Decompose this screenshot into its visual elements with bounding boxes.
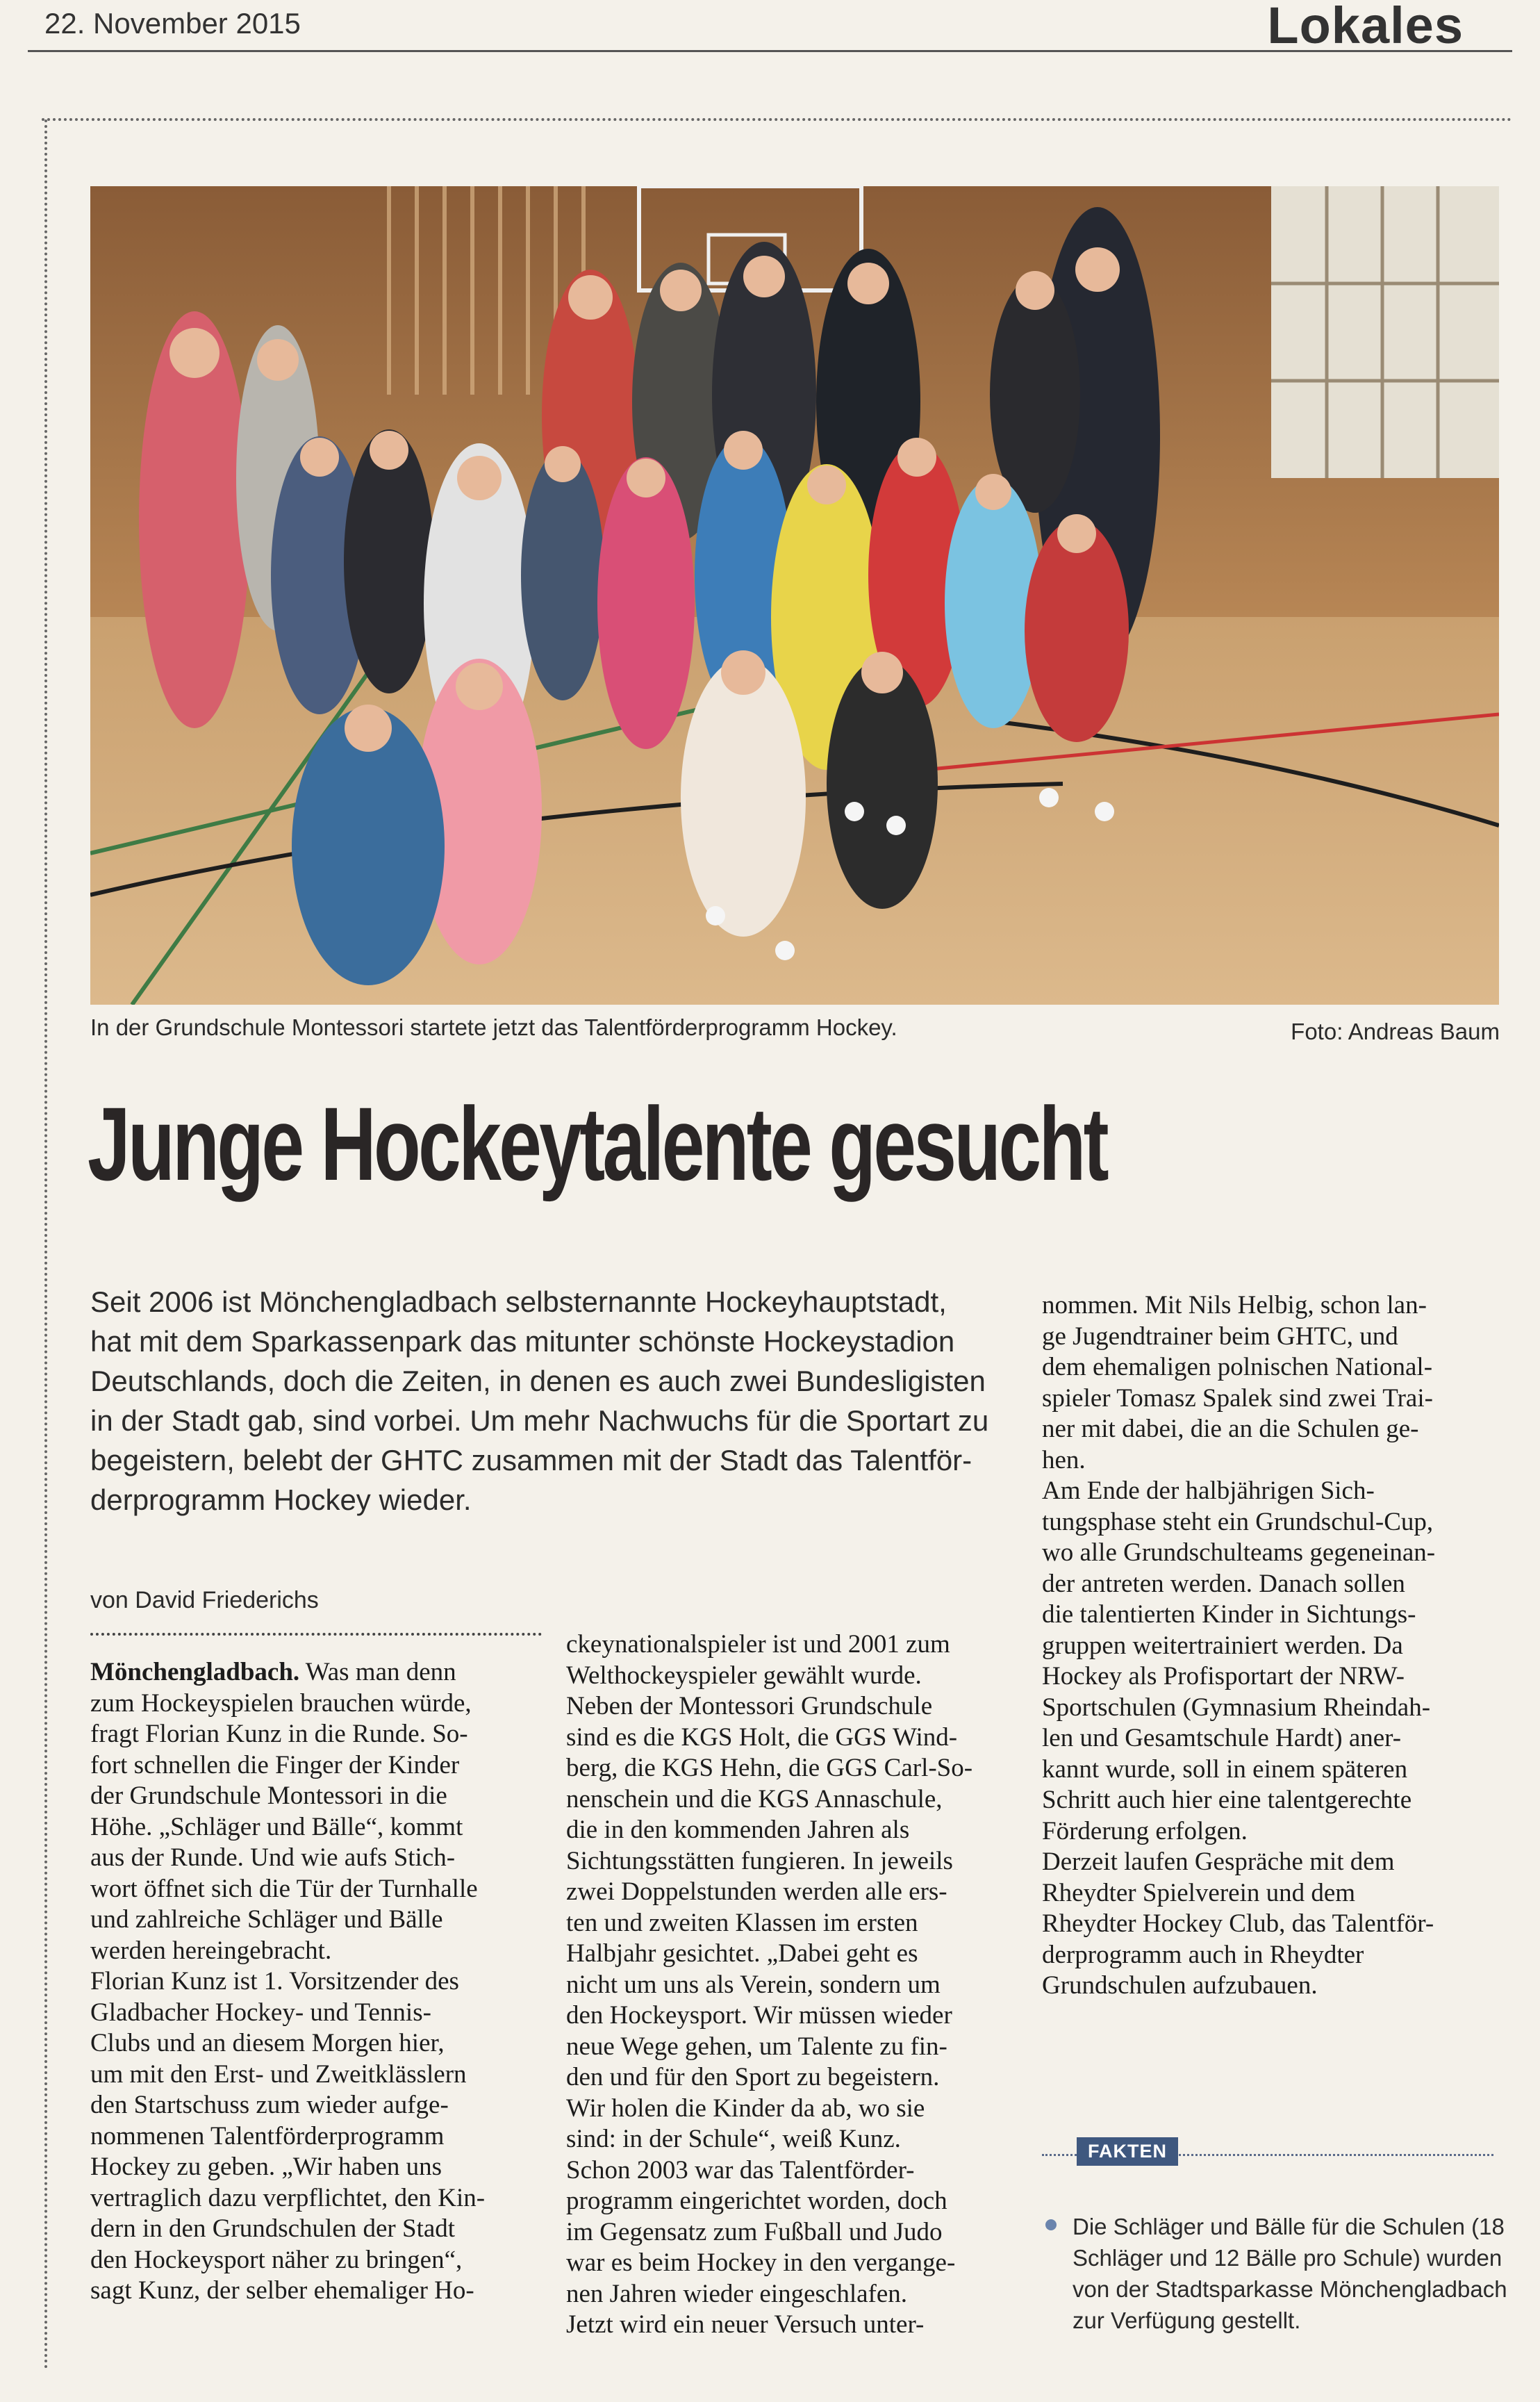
- column-line: hen.: [1042, 1445, 1086, 1474]
- column-line: die talentierten Kinder in Sichtungs-: [1042, 1600, 1416, 1629]
- column-line: Förderung erfolgen.: [1042, 1816, 1248, 1845]
- column-line: aus der Runde. Und wie aufs Stich-: [90, 1843, 456, 1872]
- article-lead: [90, 1282, 1007, 1520]
- fakten-line: zur Verfügung gestellt.: [1073, 2308, 1301, 2333]
- fakten-badge: FAKTEN: [1077, 2137, 1178, 2166]
- column-line: ner mit dabei, die an die Schulen ge-: [1042, 1415, 1419, 1443]
- column-line: der antreten werden. Danach sollen: [1042, 1569, 1405, 1598]
- column-line: nommen. Mit Nils Helbig, schon lan-: [1042, 1291, 1427, 1319]
- column-line: Höhe. „Schläger und Bälle“, kommt: [90, 1812, 463, 1841]
- column-line: sind es die KGS Holt, die GGS Wind-: [566, 1722, 958, 1752]
- article-headline: Junge Hockeytalente gesucht: [88, 1085, 1107, 1202]
- section-title: Lokales: [1267, 0, 1464, 54]
- column-line: den und für den Sport zu begeistern.: [566, 2063, 940, 2091]
- article-column-1: [90, 1657, 485, 2307]
- column-line: Grundschulen aufzubauen.: [1042, 1971, 1318, 2000]
- column-line: Neben der Montessori Grundschule: [566, 1692, 933, 1720]
- column-line: wo alle Grundschulteams gegeneinan-: [1042, 1538, 1436, 1567]
- column-line: um mit den Erst- und Zweitklässlern: [90, 2059, 467, 2089]
- column-line: dern in den Grundschulen der Stadt: [90, 2214, 456, 2243]
- column-line: neue Wege gehen, um Talente zu fin-: [566, 2032, 947, 2061]
- column-line: Florian Kunz ist 1. Vorsitzender des: [90, 1967, 459, 1996]
- column-line: ten und zweiten Klassen im ersten: [566, 1908, 918, 1937]
- fakten-line: von der Stadtsparkasse Mönchengladbach: [1073, 2276, 1507, 2302]
- dateline: Mönchengladbach.: [90, 1658, 300, 1686]
- lead-line: Seit 2006 ist Mönchengladbach selbsternannte Hockeyhauptstadt,: [90, 1285, 947, 1318]
- lead-line: in der Stadt gab, sind vorbei. Um mehr Nachwuchs für die Sportart zu: [90, 1404, 989, 1437]
- column-line: Clubs und an diesem Morgen hier,: [90, 2029, 445, 2057]
- lead-line: begeistern, belebt der GHTC zusammen mit der Stadt das Talentför-: [90, 1444, 972, 1476]
- column-line: ckeynationalspieler ist und 2001 zum: [566, 1630, 950, 1659]
- column-line: gruppen weitertrainiert werden. Da: [1042, 1631, 1403, 1660]
- column-line: die in den kommenden Jahren als: [566, 1816, 910, 1844]
- column-line: spieler Tomasz Spalek sind zwei Trai-: [1042, 1383, 1433, 1413]
- photo-credit: Foto: Andreas Baum: [1291, 1019, 1500, 1044]
- column-line: fragt Florian Kunz in die Runde. So-: [90, 1720, 468, 1748]
- column-line: wort öffnet sich die Tür der Turnhalle: [90, 1874, 478, 1903]
- header-rule: [28, 50, 1512, 52]
- article-frame-top: [42, 118, 1512, 121]
- article-frame-left: [44, 120, 47, 2371]
- column-line: im Gegensatz zum Fußball und Judo: [566, 2217, 943, 2246]
- column-line: sagt Kunz, der selber ehemaliger Ho-: [90, 2276, 474, 2305]
- column-line: Halbjahr gesichtet. „Dabei geht es: [566, 1939, 918, 1968]
- column-line: war es beim Hockey in den vergange-: [566, 2248, 956, 2277]
- fakten-list: [1042, 2211, 1507, 2336]
- lead-line: hat mit dem Sparkassenpark das mitunter schönste Hockeystadion: [90, 1325, 955, 1358]
- byline: von David Friederichs: [90, 1587, 319, 1613]
- column-line: ge Jugendtrainer beim GHTC, und: [1042, 1322, 1398, 1351]
- column-line: tungsphase steht ein Grundschul-Cup,: [1042, 1507, 1434, 1536]
- column-line: Am Ende der halbjährigen Sich-: [1042, 1476, 1375, 1505]
- column-line: derprogramm auch in Rheydter: [1042, 1940, 1364, 1969]
- column-line: Schon 2003 war das Talentförder-: [566, 2155, 915, 2185]
- lead-line: Deutschlands, doch die Zeiten, in denen es auch zwei Bundesligisten: [90, 1365, 986, 1397]
- fakten-line: Schläger und 12 Bälle pro Schule) wurden: [1073, 2245, 1502, 2271]
- column-line: [90, 1657, 485, 1688]
- column-line: vertraglich dazu verpflichtet, den Kin-: [90, 2183, 486, 2212]
- column-line: den Startschuss zum wieder aufge-: [90, 2091, 449, 2119]
- column-line: kannt wurde, soll in einem späteren: [1042, 1754, 1408, 1784]
- column-line: Rheydter Hockey Club, das Talentför-: [1042, 1909, 1434, 1938]
- column-line: Rheydter Spielverein und dem: [1042, 1878, 1356, 1907]
- fakten-line: Die Schläger und Bälle für die Schulen (18: [1073, 2214, 1505, 2239]
- column-line: programm eingerichtet worden, doch: [566, 2187, 947, 2215]
- column-line: Sichtungsstätten fungieren. In jeweils: [566, 1846, 953, 1875]
- column-line: werden hereingebracht.: [90, 1936, 332, 1965]
- column-line: Gladbacher Hockey- und Tennis-: [90, 1998, 431, 2027]
- column-line-text: Was man denn: [299, 1658, 456, 1686]
- column-line: Wir holen die Kinder da ab, wo sie: [566, 2093, 925, 2123]
- column-line: sind: in der Schule“, weiß Kunz.: [566, 2125, 901, 2153]
- column-line: den Hockeysport. Wir müssen wieder: [566, 2001, 952, 2030]
- column-line: und zahlreiche Schläger und Bälle: [90, 1905, 443, 1934]
- column-line: Sportschulen (Gymnasium Rheindah-: [1042, 1693, 1431, 1722]
- article-column-2: [566, 1629, 972, 2341]
- column-line: zum Hockeyspielen brauchen würde,: [90, 1688, 472, 1718]
- issue-date: 22. November 2015: [44, 7, 301, 40]
- column-line: Derzeit laufen Gespräche mit dem: [1042, 1848, 1395, 1876]
- column-line: fort schnellen die Finger der Kinder: [90, 1750, 460, 1779]
- column-line: Schritt auch hier eine talentgerechte: [1042, 1786, 1412, 1814]
- column-line: Welthockeyspieler gewählt wurde.: [566, 1661, 922, 1690]
- column-line: Jetzt wird ein neuer Versuch unter-: [566, 2310, 925, 2339]
- column-line: zwei Doppelstunden werden alle ers-: [566, 1877, 947, 1906]
- article-photo: [90, 186, 1499, 1005]
- column-line: nen Jahren wieder eingeschlafen.: [566, 2279, 908, 2308]
- column-line: len und Gesamtschule Hardt) aner-: [1042, 1724, 1402, 1752]
- photo-caption: In der Grundschule Montessori startete jetzt das Talentförderprogramm Hockey.: [90, 1014, 897, 1040]
- gym-group-photo: [90, 186, 1499, 1005]
- article-column-3: [1042, 1290, 1435, 2002]
- column-line: Hockey zu geben. „Wir haben uns: [90, 2153, 442, 2181]
- lead-line: derprogramm Hockey wieder.: [90, 1483, 472, 1516]
- column-line: nicht um uns als Verein, sondern um: [566, 1970, 941, 1999]
- column-line: berg, die KGS Hehn, die GGS Carl-So-: [566, 1754, 973, 1782]
- column-line: Hockey als Profisportart der NRW-: [1042, 1662, 1405, 1691]
- column-line: dem ehemaligen polnischen National-: [1042, 1353, 1433, 1381]
- column-line: nenschein und die KGS Annaschule,: [566, 1784, 943, 1813]
- column-line: nommenen Talentförderprogramm: [90, 2121, 445, 2150]
- column-line: der Grundschule Montessori in die: [90, 1782, 447, 1810]
- byline-rule: [90, 1633, 542, 1636]
- column-line: den Hockeysport näher zu bringen“,: [90, 2245, 463, 2274]
